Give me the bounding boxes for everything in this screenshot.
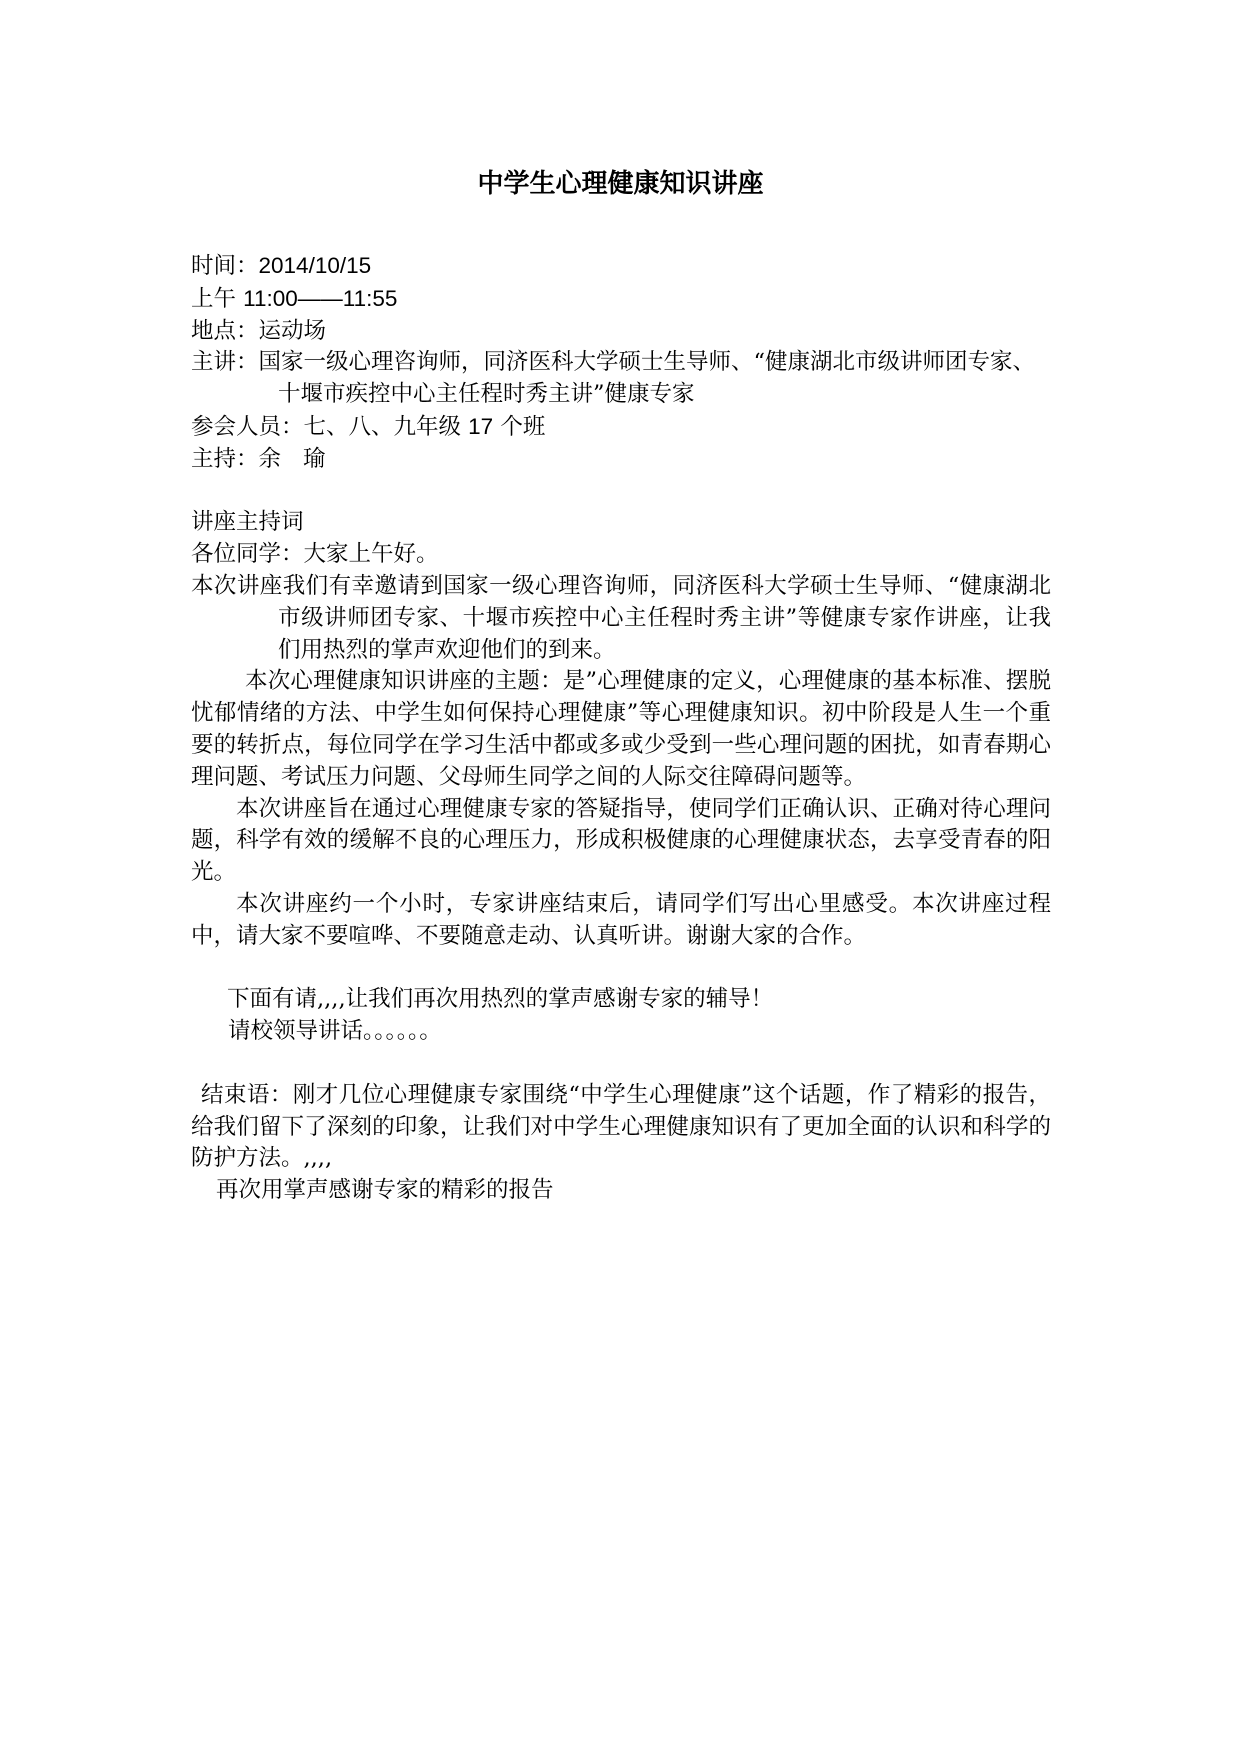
document-title: 中学生心理健康知识讲座 (477, 169, 764, 199)
speaker-value: 国家一级心理咨询师，同济医科大学硕士生导师、“健康湖北市级讲师团专家、十堰市疾控中心主任程时秀主讲”健康专家 (258, 349, 1036, 408)
spacer (191, 476, 1051, 508)
speech-paragraph-topic: 本次心理健康知识讲座的主题：是”心理健康的定义，心理健康的基本标准、摆脱忧郁情绪的方法、中学生如何保持心理健康”等心理健康知识。初中阶段是人生一个重要的转折点，每位同学在学习生活中都或多或少受到一些心理问题的困扰，如青春期心理问题、考试压力问题、父母师生同学之间的人际交往障碍问题等。 (191, 668, 1051, 790)
time-label: 时间： (191, 253, 259, 279)
speech-intro: 本次讲座我们有幸邀请到国家一级心理咨询师，同济医科大学硕士生导师、“健康湖北市级讲师团专家、十堰市疾控中心主任程时秀主讲”等健康专家作讲座，让我们用热烈的掌声欢迎他们的到来。 (191, 572, 1051, 663)
time-value: 2014/10/15 (258, 253, 372, 278)
host-name-second: 瑜 (303, 445, 326, 472)
document-body (191, 250, 1051, 1207)
speech-invite: 下面有请,,,,让我们再次用热烈的掌声感谢专家的辅导！ (227, 986, 774, 1013)
speaker-line (191, 347, 1051, 411)
session-prefix: 上午 (191, 285, 244, 312)
attendees-label: 参会人员： (191, 413, 304, 440)
place-label: 地点： (191, 317, 259, 344)
attendees-prefix: 七、八、九年级 (303, 413, 469, 440)
speech-thanks: 再次用掌声感谢专家的精彩的报告 (216, 1177, 554, 1204)
place-line (191, 316, 1051, 348)
speaker-label: 主讲： (191, 349, 259, 376)
session-value: 11:00——11:55 (243, 285, 398, 311)
speech-closing: 结束语：刚才几位心理健康专家围绕“中学生心理健康”这个话题，作了精彩的报告，给我们留下了深刻的印象，让我们对中学生心理健康知识有了更加全面的认识和科学的防护方法。,,,, (191, 1081, 1051, 1172)
speech-paragraph-purpose: 本次讲座旨在通过心理健康专家的答疑指导，使同学们正确认识、正确对待心理问题，科学有效的缓解不良的心理压力，形成积极健康的心理健康状态，去享受青春的阳光。 (191, 795, 1051, 886)
session-line (191, 283, 1051, 316)
speech-paragraph-rules: 本次讲座约一个小时，专家讲座结束后，请同学们写出心里感受。本次讲座过程中，请大家不要喧哗、不要随意走动、认真听讲。谢谢大家的合作。 (191, 890, 1051, 949)
speech-greeting: 各位同学：大家上午好。 (191, 541, 439, 568)
host-label: 主持： (191, 445, 259, 472)
speech-leader: 请校领导讲话。。。。。。 (228, 1018, 442, 1045)
attendees-count: 17 (468, 413, 494, 439)
spacer (191, 953, 1051, 985)
time-line (191, 250, 1051, 283)
host-name-first: 余 (258, 445, 282, 472)
spacer (191, 1048, 1051, 1080)
speech-heading: 讲座主持词 (191, 509, 304, 536)
attendees-line (191, 411, 1051, 444)
place-value: 运动场 (258, 317, 327, 344)
attendees-suffix: 个班 (493, 413, 546, 440)
host-line (191, 444, 1051, 476)
